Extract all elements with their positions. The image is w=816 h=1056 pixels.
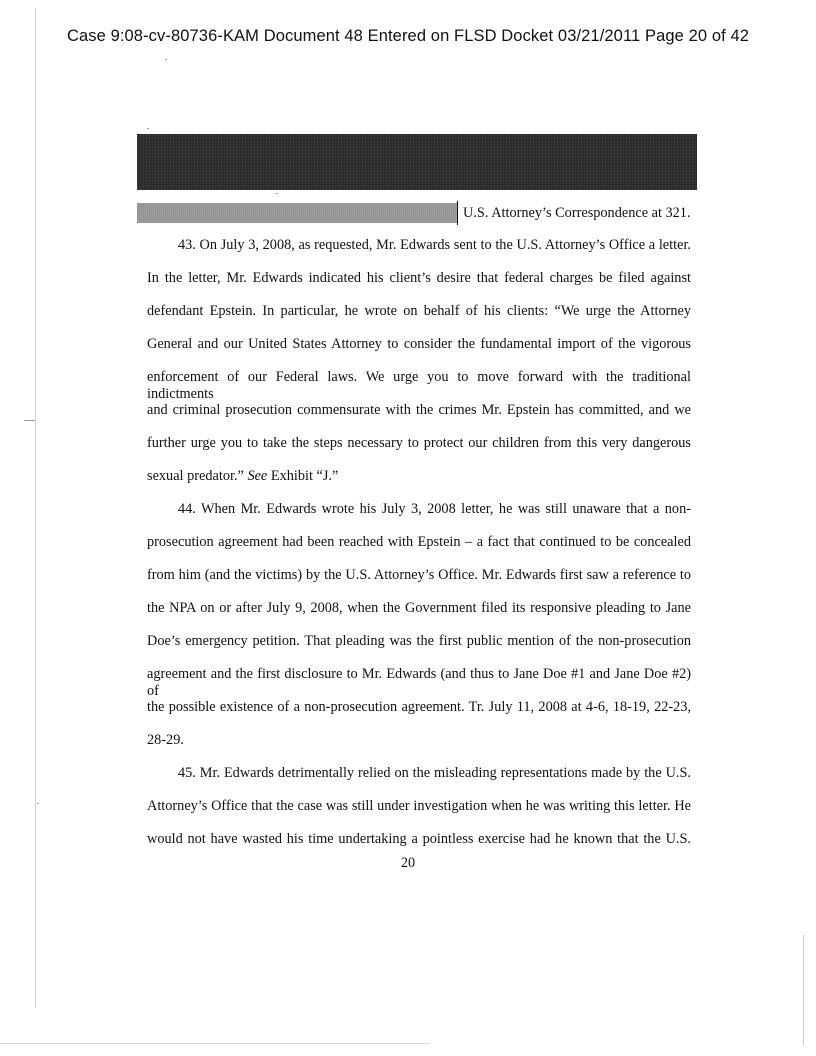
redaction-bar bbox=[137, 203, 457, 223]
paragraph-43-line: and criminal prosecution commensurate with the crimes Mr. Epstein has committed, and we bbox=[147, 402, 691, 418]
docket-header: Case 9:08-cv-80736-KAM Document 48 Entered on FLSD Docket 03/21/2011 Page 20 of 42 bbox=[66, 27, 750, 45]
paragraph-44-line: agreement and the first disclosure to Mr. Edwards (and thus to Jane Doe #1 and Jane Doe #2) of bbox=[147, 666, 691, 699]
paragraph-43-text: sexual predator.” bbox=[147, 468, 248, 484]
scan-right-margin-line bbox=[803, 935, 804, 1045]
scan-speck bbox=[37, 803, 39, 804]
page-number: 20 bbox=[400, 855, 416, 871]
redaction-edge bbox=[457, 201, 458, 225]
paragraph-45-line: would not have wasted his time undertaking a pointless exercise had he known that the U.S. bbox=[147, 831, 691, 847]
paragraph-43-line: 43. On July 3, 2008, as requested, Mr. Edwards sent to the U.S. Attorney’s Office a letter. bbox=[178, 237, 691, 253]
scan-speck bbox=[165, 59, 167, 60]
paragraph-43-last-line bbox=[147, 468, 338, 485]
scan-margin-mark bbox=[24, 420, 35, 421]
redacted-line-tail: U.S. Attorney’s Correspondence at 321. bbox=[463, 205, 691, 221]
paragraph-43-line: further urge you to take the steps necessary to protect our children from this very dangerous bbox=[147, 435, 691, 451]
paragraph-43-line: defendant Epstein. In particular, he wrote on behalf of his clients: “We urge the Attorney bbox=[147, 303, 691, 319]
paragraph-44-last-line: 28-29. bbox=[147, 732, 184, 748]
paragraph-45-line: 45. Mr. Edwards detrimentally relied on the misleading representations made by the U.S. bbox=[178, 765, 691, 781]
paragraph-44-line: 44. When Mr. Edwards wrote his July 3, 2008 letter, he was still unaware that a non- bbox=[178, 501, 691, 517]
scan-bottom-line bbox=[0, 1043, 430, 1044]
scan-speck bbox=[276, 193, 278, 194]
scan-speck bbox=[147, 128, 149, 129]
paragraph-44-line: the possible existence of a non-prosecution agreement. Tr. July 11, 2008 at 4-6, 18-19, 22-23, bbox=[147, 699, 691, 715]
paragraph-44-line: Doe’s emergency petition. That pleading was the first public mention of the non-prosecution bbox=[147, 633, 691, 649]
citation-signal: See bbox=[247, 468, 268, 484]
paragraph-43-line: In the letter, Mr. Edwards indicated his client’s desire that federal charges be filed against bbox=[147, 270, 691, 286]
redaction-block bbox=[137, 134, 697, 190]
paragraph-43-line: enforcement of our Federal laws. We urge you to move forward with the traditional indictments bbox=[147, 369, 691, 402]
paragraph-45-line: Attorney’s Office that the case was still under investigation when he was writing this letter. He bbox=[147, 798, 691, 814]
paragraph-44-line: prosecution agreement had been reached with Epstein – a fact that continued to be concealed bbox=[147, 534, 691, 550]
paragraph-44-line: the NPA on or after July 9, 2008, when the Government filed its responsive pleading to Jane bbox=[147, 600, 691, 616]
paragraph-44-line: from him (and the victims) by the U.S. Attorney’s Office. Mr. Edwards first saw a reference to bbox=[147, 567, 691, 583]
paragraph-43-exhibit: Exhibit “J.” bbox=[267, 468, 339, 484]
paragraph-43-line: General and our United States Attorney to consider the fundamental import of the vigorous bbox=[147, 336, 691, 352]
